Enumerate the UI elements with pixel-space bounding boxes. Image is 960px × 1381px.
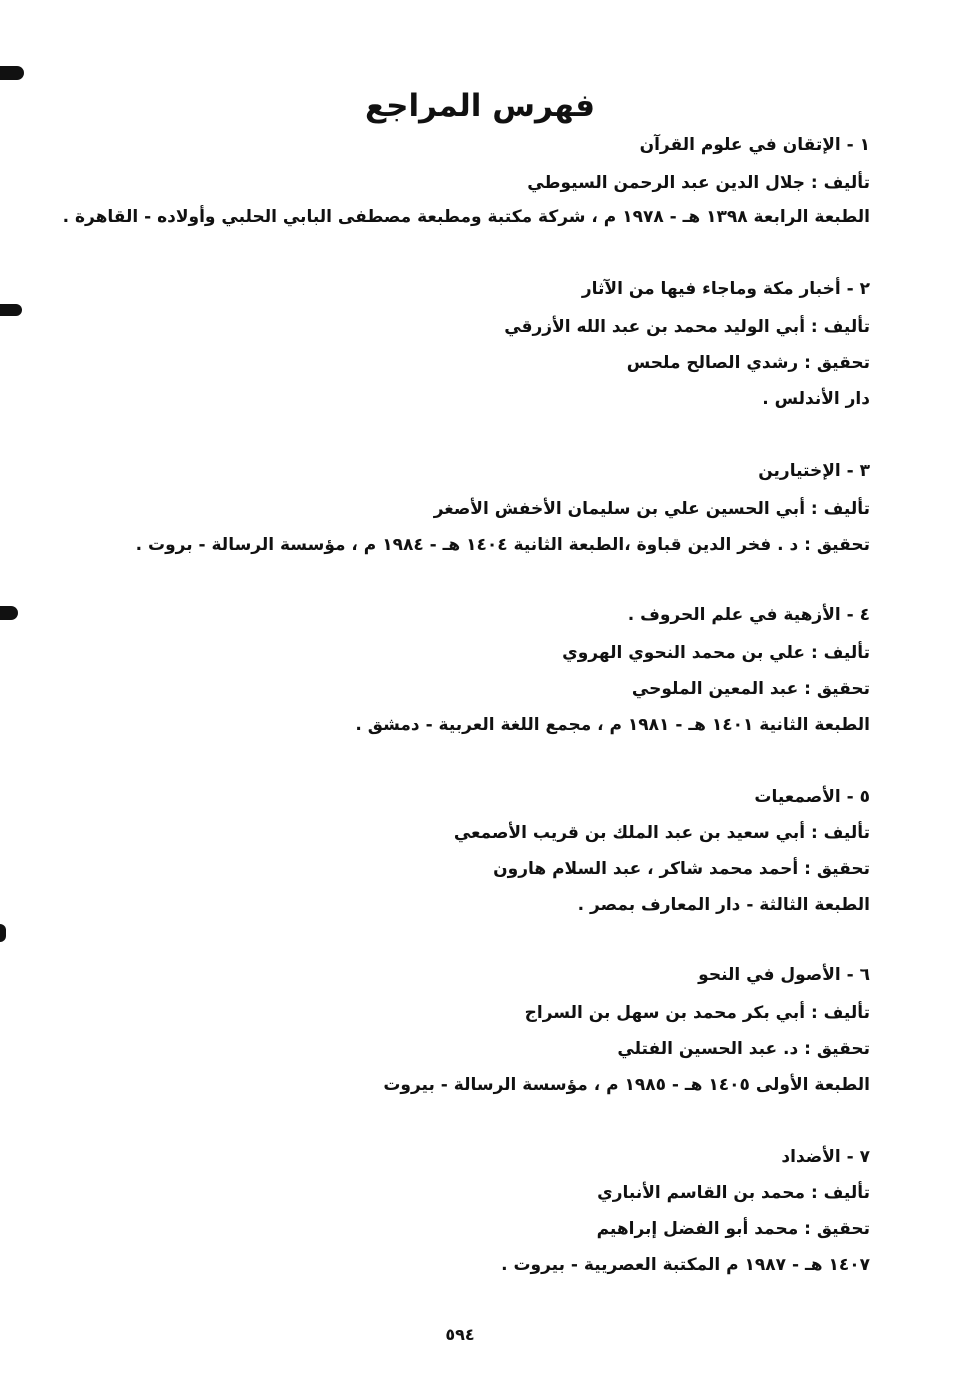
entry-heading: ٤ - الأزهية في علم الحروف . (627, 605, 870, 625)
entry-editor: تحقيق : محمد أبو الفضل إبراهيم (596, 1219, 870, 1239)
entry-publication: دار الأندلس . (762, 389, 870, 409)
entry-author: تأليف : جلال الدين عبد الرحمن السيوطي (527, 173, 870, 193)
entry-editor: تحقيق : رشدي الصالح ملحس (626, 353, 870, 373)
entry-author: تأليف : أبي الحسين علي بن سليمان الأخفش الأصغر (433, 499, 870, 519)
entry-author: تأليف : أبي سعيد بن عبد الملك بن قريب الأصمعي (453, 823, 870, 843)
entry-heading: ٣ - الإختيارين (758, 461, 870, 481)
entry-editor: تحقيق : د. عبد الحسين الفتلي (617, 1039, 870, 1059)
entry-publication: الطبعة الثالثة - دار المعارف بمصر . (577, 895, 870, 915)
binding-mark (0, 66, 24, 80)
entry-author: تأليف : محمد بن القاسم الأنباري (597, 1183, 870, 1203)
entry-heading: ٦ - الأصول في النحو (698, 965, 870, 985)
entry-heading: ٧ - الأضداد (781, 1147, 870, 1167)
page-number: ٥٩٤ (445, 1325, 475, 1344)
binding-mark (0, 924, 6, 942)
page-title: فهرس المراجع (364, 88, 596, 124)
entry-editor: تحقيق : عبد المعين الملوحي (631, 679, 870, 699)
binding-mark (0, 304, 22, 316)
entry-publication: الطبعة الثانية ١٤٠١ هـ - ١٩٨١ م ، مجمع اللغة العربية - دمشق . (355, 715, 870, 735)
entry-author: تأليف : أبي الوليد محمد بن عبد الله الأزرقي (504, 317, 870, 337)
entry-publication: ١٤٠٧ هـ - ١٩٨٧ م المكتبة العصريية - بيروت . (501, 1255, 870, 1275)
entry-editor: تحقيق : د . فخر الدين قباوة ،الطبعة الثانية ١٤٠٤ هـ - ١٩٨٤ م ، مؤسسة الرسالة - بروت . (135, 535, 870, 555)
entry-author: تأليف : أبي بكر محمد بن سهل بن السراج (524, 1003, 870, 1023)
entry-editor: تحقيق : أحمد محمد شاكر ، عبد السلام هارون (493, 859, 870, 879)
entry-heading: ١ - الإتقان في علوم القرآن (639, 135, 870, 155)
entry-publication: الطبعة الرابعة ١٣٩٨ هـ - ١٩٧٨ م ، شركة مكتبة ومطبعة مصطفى البابي الحلبي وأولاده - القاهرة . (62, 207, 870, 227)
entry-publication: الطبعة الأولى ١٤٠٥ هـ - ١٩٨٥ م ، مؤسسة الرسالة - بيروت (383, 1075, 870, 1095)
entry-heading: ٢ - أخبار مكة وماجاء فيها من الآثار (581, 279, 870, 299)
entry-heading: ٥ - الأصمعيات (754, 787, 870, 807)
binding-mark (0, 606, 18, 620)
entry-author: تأليف : علي بن محمد النحوي الهروي (562, 643, 870, 663)
